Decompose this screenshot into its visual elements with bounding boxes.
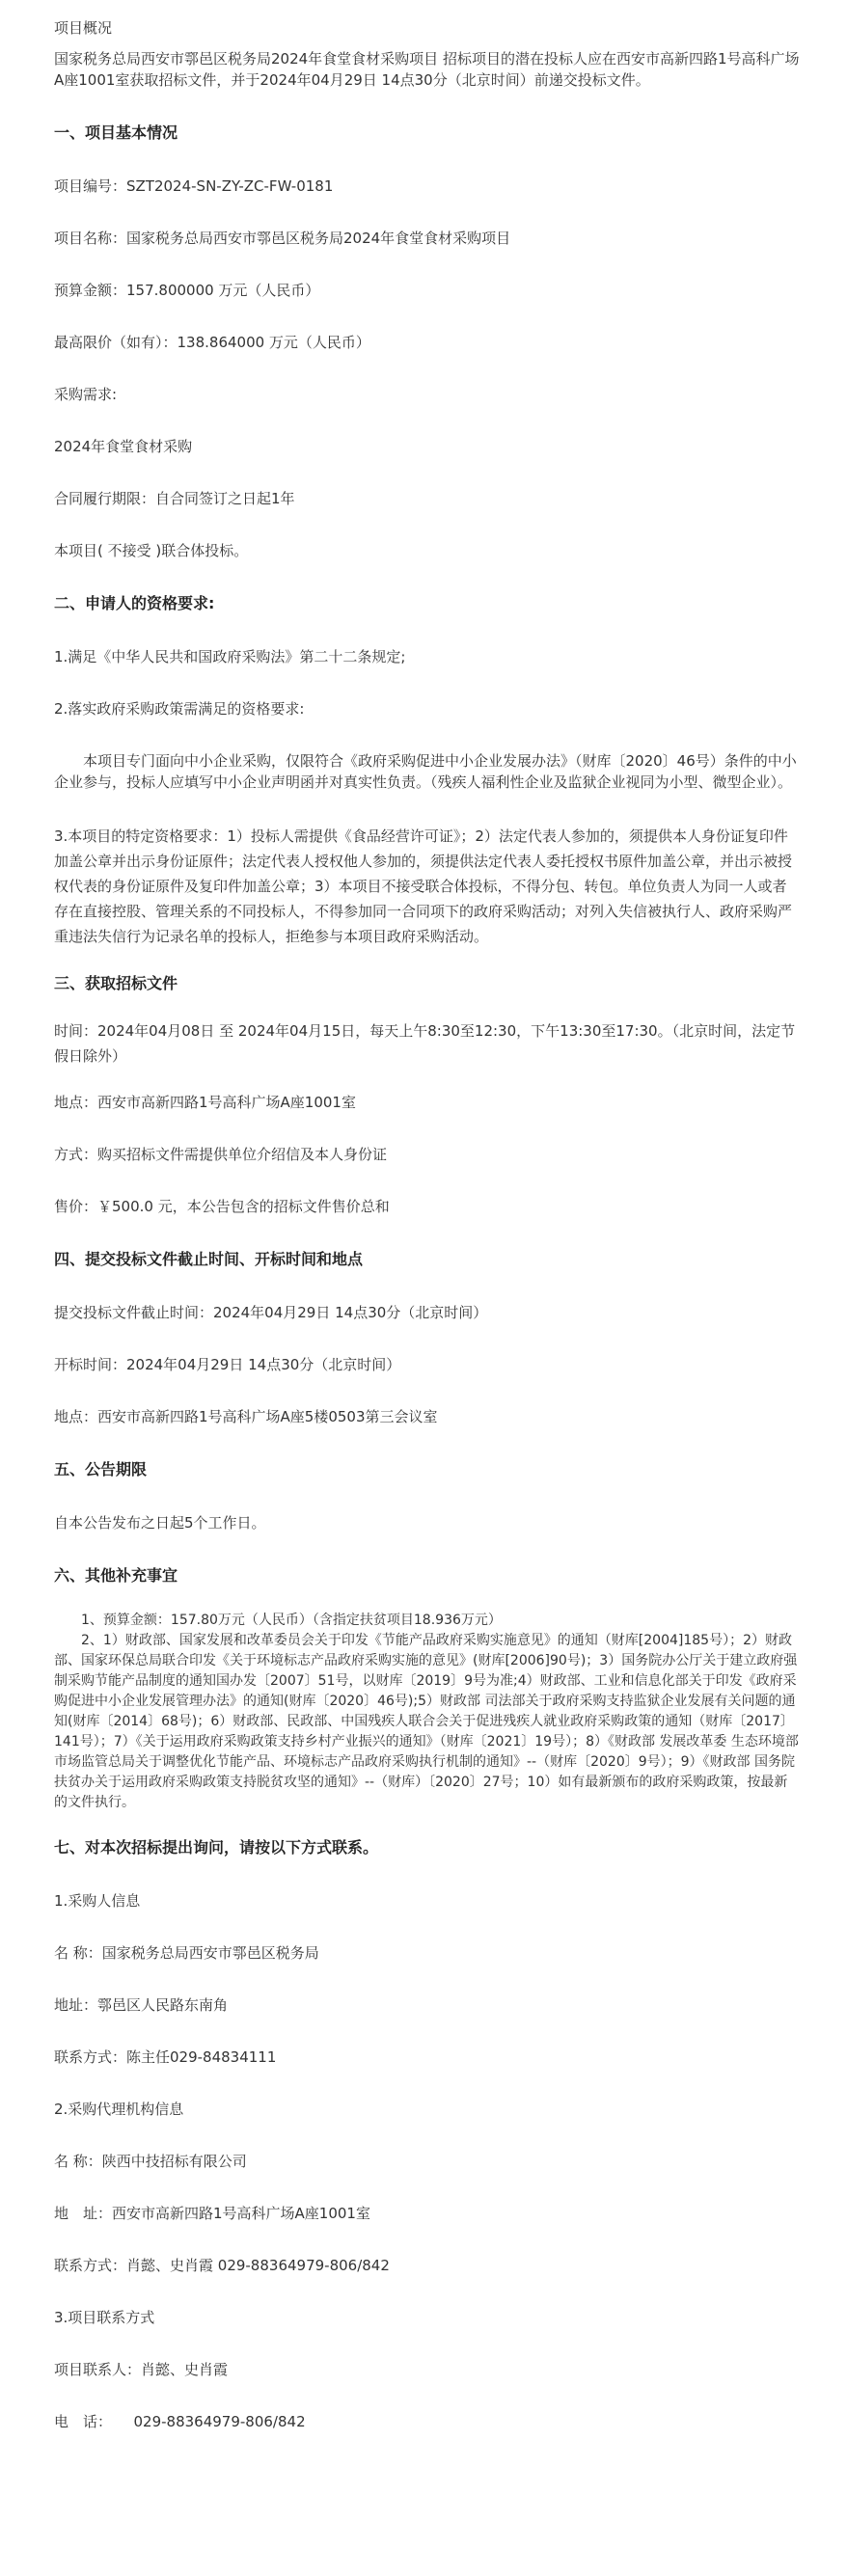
project-contact-title: 3.项目联系方式 bbox=[54, 2309, 155, 2326]
project-name: 项目名称：国家税务总局西安市鄠邑区税务局2024年食堂食材采购项目 bbox=[54, 230, 511, 247]
agent-name: 名 称：陕西中技招标有限公司 bbox=[54, 2153, 247, 2170]
supplement-item-1: 1、预算金额：157.80万元（人民币）（含指定扶贫项目18.936万元） bbox=[81, 1613, 502, 1628]
qualification-item-3: 3.本项目的特定资格要求：1）投标人需提供《食品经营许可证》；2）法定代表人参加的，须提供本人身份证复印件加盖公章并出示身份证原件；法定代表人授权他人参加的，须提供法定代表人委托授权书原件加盖公章，并出示被授权代表的身份证原件及复印件加盖公章；3）本项目不接受联合体投标，不得分包、转包。单位负责人为同一人或者存在直接控股、管理关系的不同投标人，不得参加同一合同项下的政府采购活动；对列入失信被执行人、政府采购严重违法失信行为记录名单的投标人，拒绝参与本项目政府采购活动。 bbox=[54, 827, 793, 945]
agent-address: 地 址：西安市高新四路1号高科广场A座1001室 bbox=[54, 2205, 370, 2222]
overview-text: 国家税务总局西安市鄠邑区税务局2024年食堂食材采购项目 招标项目的潜在投标人应在西安市高新四路1号高科广场A座1001室获取招标文件，并于2024年04月29日 14点30分（北京时间）前递交投标文件。 bbox=[54, 50, 800, 89]
acquire-method: 方式：购买招标文件需提供单位介绍信及本人身份证 bbox=[54, 1146, 388, 1163]
section-1-heading: 一、项目基本情况 bbox=[54, 123, 178, 142]
section-3-heading: 三、获取招标文件 bbox=[54, 974, 178, 992]
agent-contact: 联系方式：肖懿、史肖霞 029-88364979-806/842 bbox=[54, 2257, 390, 2274]
buyer-address: 地址：鄠邑区人民路东南角 bbox=[54, 1996, 229, 2014]
qualification-item-2-text: 本项目专门面向中小企业采购，仅限符合《政府采购促进中小企业发展办法》（财库〔2020〕46号）条件的中小企业参与，投标人应填写中小企业声明函并对真实性负责。（残疾人福利性企业及监狱企业视同为小型、微型企业）。 bbox=[54, 752, 797, 791]
buyer-info-title: 1.采购人信息 bbox=[54, 1892, 141, 1910]
section-7-heading: 七、对本次招标提出询问，请按以下方式联系。 bbox=[54, 1838, 379, 1857]
qualification-item-2: 2.落实政府采购政策需满足的资格要求: bbox=[54, 700, 305, 718]
max-price: 最高限价（如有）：138.864000 万元（人民币） bbox=[54, 334, 370, 351]
qualification-item-1: 1.满足《中华人民共和国政府采购法》第二十二条规定; bbox=[54, 648, 406, 665]
consortium-note: 本项目( 不接受 )联合体投标。 bbox=[54, 542, 249, 559]
overview-title: 项目概况 bbox=[54, 19, 113, 37]
acquire-place: 地点：西安市高新四路1号高科广场A座1001室 bbox=[54, 1094, 356, 1111]
document-price: 售价：￥500.0 元，本公告包含的招标文件售价总和 bbox=[54, 1198, 390, 1215]
section-5-heading: 五、公告期限 bbox=[54, 1460, 148, 1478]
acquire-time: 时间：2024年04月08日 至 2024年04月15日，每天上午8:30至12:30，下午13:30至17:30。（北京时间，法定节假日除外） bbox=[54, 1022, 796, 1065]
opening-place: 地点：西安市高新四路1号高科广场A座5楼0503第三会议室 bbox=[54, 1408, 438, 1425]
section-4-heading: 四、提交投标文件截止时间、开标时间和地点 bbox=[54, 1250, 364, 1268]
submission-deadline: 提交投标文件截止时间：2024年04月29日 14点30分（北京时间） bbox=[54, 1304, 488, 1321]
section-6-heading: 六、其他补充事宜 bbox=[54, 1566, 178, 1585]
buyer-name: 名 称：国家税务总局西安市鄠邑区税务局 bbox=[54, 1944, 319, 1962]
announcement-period: 自本公告发布之日起5个工作日。 bbox=[54, 1514, 266, 1532]
opening-time: 开标时间：2024年04月29日 14点30分（北京时间） bbox=[54, 1356, 401, 1373]
project-contact-phone: 电 话： 029-88364979-806/842 bbox=[54, 2413, 306, 2430]
supplement-item-2: 2、1）财政部、国家发展和改革委员会关于印发《节能产品政府采购实施意见》的通知（财库[2004]185号）；2）财政部、国家环保总局联合印发《关于环境标志产品政府采购实施的意见》(财库[2006]90号)；3）国务院办公厅关于建立政府强制采购节能产品制度的通知国办发〔2007〕51号，以财库〔2019〕9号为准;4）财政部、工业和信息化部关于印发《政府采购促进中小企业发展管理办法》的通知(财库〔2020〕46号);5）财政部 司法部关于政府采购支持监狱企业发展有关问题的通知(财库〔2014〕68号)；6）财政部、民政部、中国残疾人联合会关于促进残疾人就业政府采购政策的通知（财库〔2017〕141号）；7）《关于运用政府采购政策支持乡村产业振兴的通知》（财库〔2021〕19号）；8）《财政部 发展改革委 生态环境部 市场监管总局关于调整优化节能产品、环境标志产品政府采购执行机制的通知》--（财库〔2020〕9号）；9）《财政部 国务院扶贫办关于运用政府采购政策支持脱贫攻坚的通知》--（财库）〔2020〕27号；10）如有最新颁布的政府采购政策，按最新的文件执行。 bbox=[54, 1633, 799, 1810]
demand-value: 2024年食堂食材采购 bbox=[54, 438, 193, 455]
project-contact-person: 项目联系人：肖懿、史肖霞 bbox=[54, 2361, 229, 2378]
section-2-heading: 二、申请人的资格要求: bbox=[54, 594, 215, 612]
budget-amount: 预算金额：157.800000 万元（人民币） bbox=[54, 282, 320, 299]
project-number: 项目编号：SZT2024-SN-ZY-ZC-FW-0181 bbox=[54, 177, 334, 195]
demand-label: 采购需求: bbox=[54, 386, 118, 403]
agent-info-title: 2.采购代理机构信息 bbox=[54, 2101, 184, 2118]
contract-period: 合同履行期限：自合同签订之日起1年 bbox=[54, 490, 295, 507]
buyer-contact: 联系方式：陈主任029-84834111 bbox=[54, 2048, 277, 2066]
